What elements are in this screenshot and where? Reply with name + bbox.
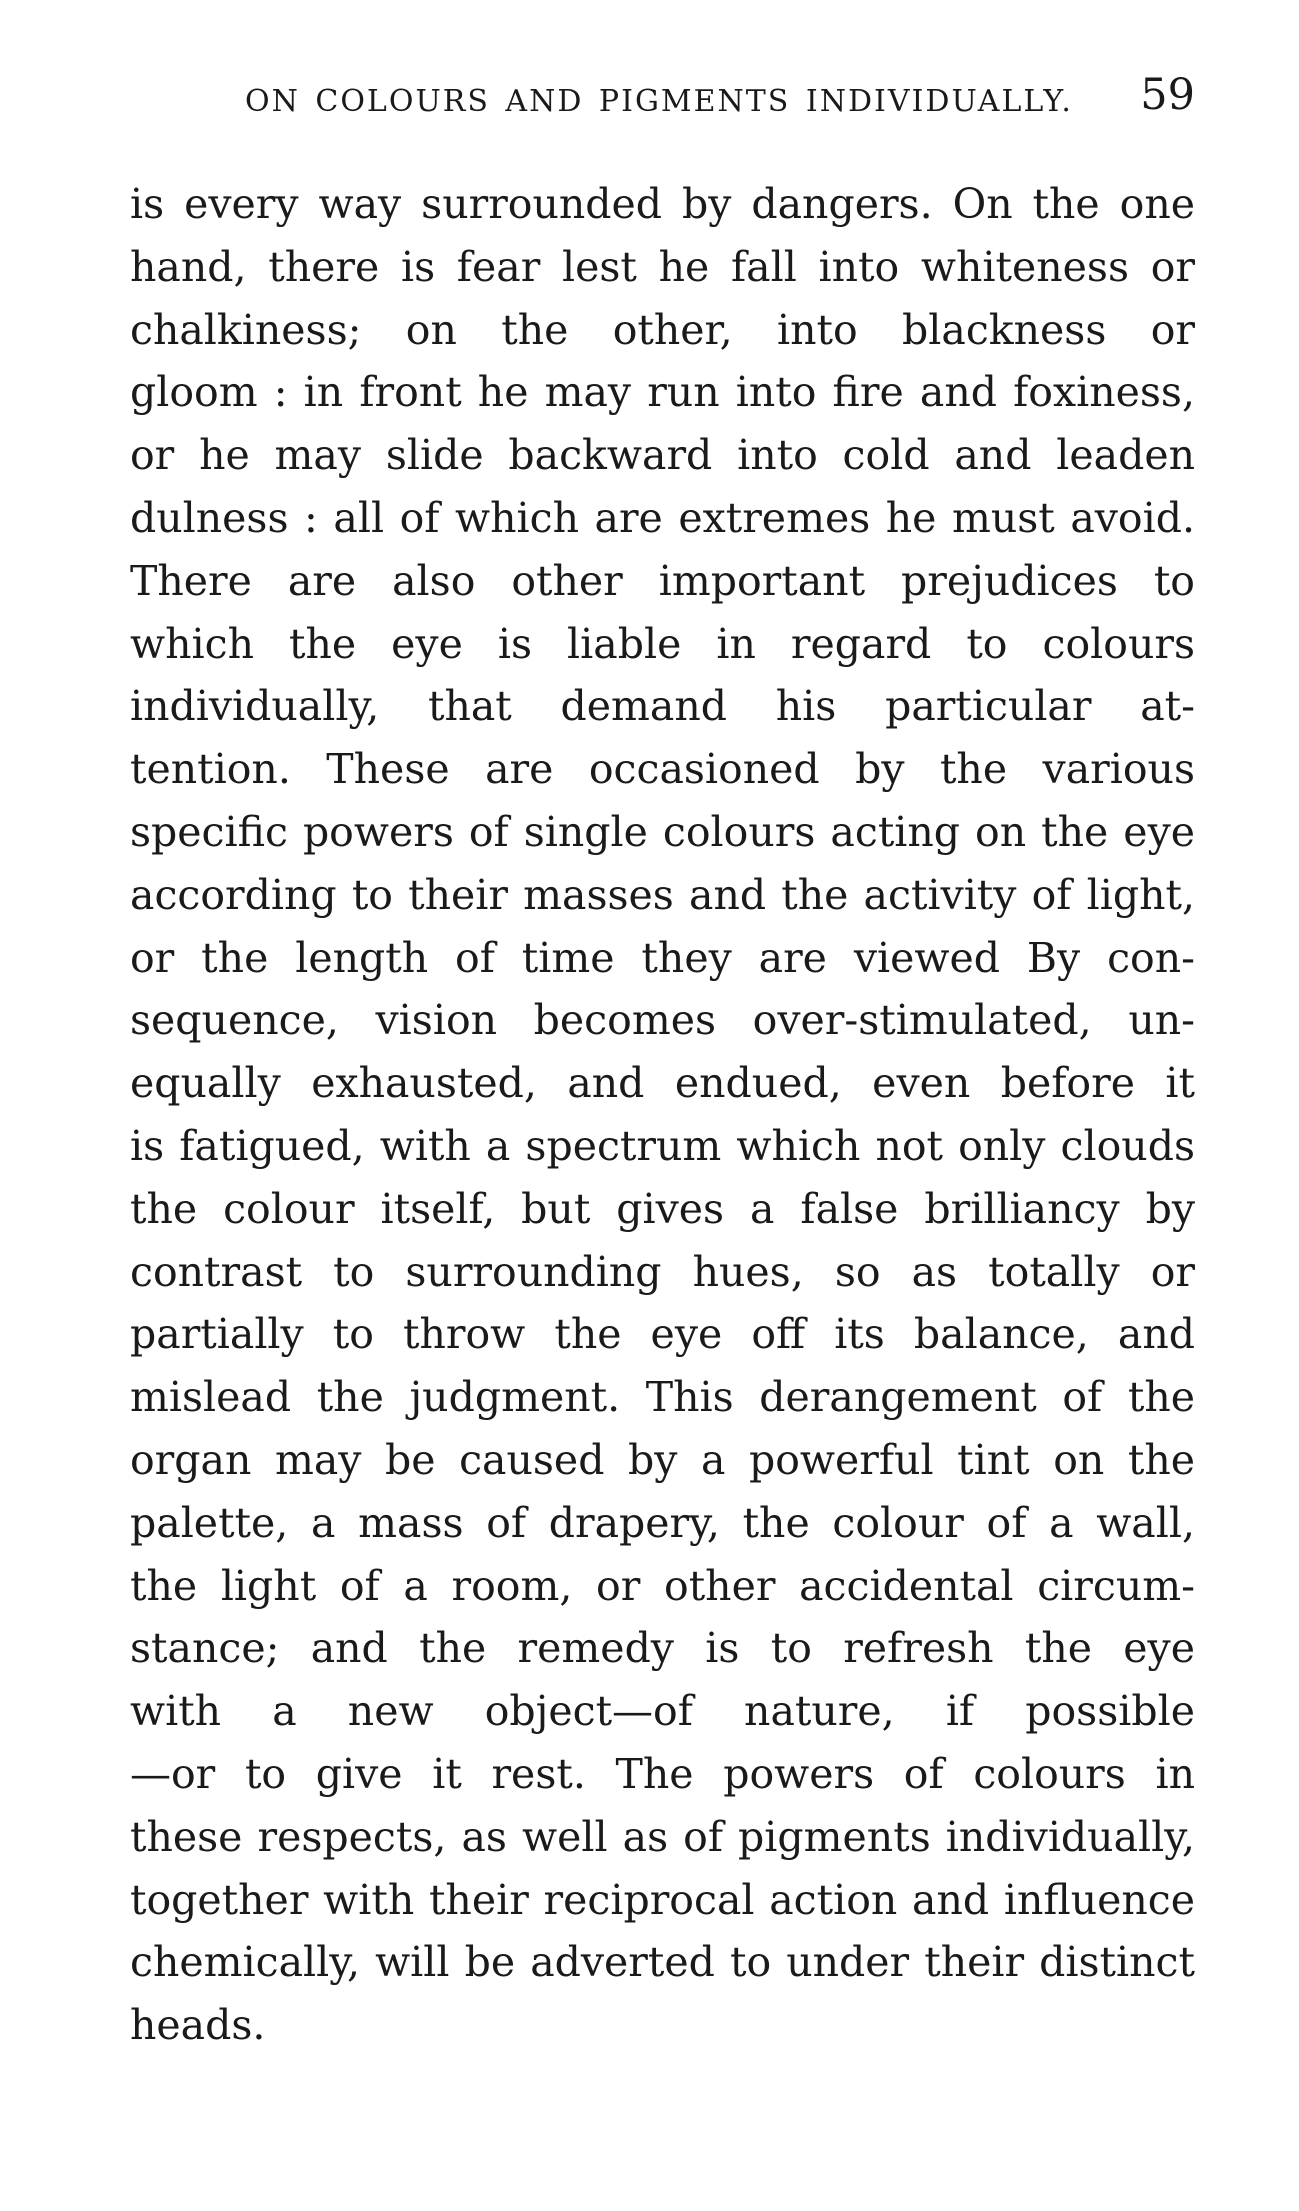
text-line: dulness : all of which are extremes he must avoid. <box>130 493 1195 542</box>
text-line: with a new object—of nature, if possible <box>130 1687 1195 1736</box>
page-header <box>245 70 1195 130</box>
text-line: tention. These are occasioned by the various <box>130 745 1195 794</box>
running-head: ON COLOURS AND PIGMENTS INDIVIDUALLY. <box>245 84 1073 119</box>
text-line: specific powers of single colours acting on the eye <box>130 807 1195 856</box>
text-line: There are also other important prejudices to <box>130 556 1195 605</box>
text-line: stance; and the remedy is to refresh the eye <box>130 1624 1195 1673</box>
text-line: chemically, will be adverted to under their distinct <box>130 1938 1195 1987</box>
text-line: palette, a mass of drapery, the colour of a wall, <box>130 1498 1195 1547</box>
text-line: chalkiness; on the other, into blackness or <box>130 305 1195 354</box>
text-line: contrast to surrounding hues, so as totally or <box>130 1247 1195 1296</box>
page-number: 59 <box>1140 70 1195 120</box>
text-line: together with their reciprocal action and influence <box>130 1875 1195 1924</box>
text-line: —or to give it rest. The powers of colours in <box>130 1749 1195 1798</box>
text-line: or the length of time they are viewed By con- <box>130 933 1195 982</box>
text-line: partially to throw the eye off its balance, and <box>130 1310 1195 1359</box>
text-line: sequence, vision becomes over-stimulated, un- <box>130 996 1195 1045</box>
text-line-last: heads. <box>130 2001 266 2050</box>
text-line: gloom : in front he may run into fire and foxiness, <box>130 368 1195 417</box>
text-line: is every way surrounded by dangers. On the one <box>130 180 1195 228</box>
body-paragraph <box>130 173 1195 2057</box>
text-line: individually, that demand his particular at- <box>130 682 1195 731</box>
text-line: hand, there is fear lest he fall into whiteness or <box>130 242 1195 291</box>
text-line: according to their masses and the activity of light, <box>130 870 1195 919</box>
text-line: is fatigued, with a spectrum which not only clouds <box>130 1121 1195 1170</box>
text-line: which the eye is liable in regard to colours <box>130 619 1195 668</box>
text-line: mislead the judgment. This derangement of the <box>130 1373 1195 1422</box>
text-line: equally exhausted, and endued, even before it <box>130 1059 1195 1108</box>
text-line: these respects, as well as of pigments individually, <box>130 1812 1195 1861</box>
text-line: or he may slide backward into cold and leaden <box>130 431 1195 480</box>
text-line: the colour itself, but gives a false brilliancy by <box>130 1184 1195 1233</box>
text-line: organ may be caused by a powerful tint on the <box>130 1435 1195 1484</box>
text-line: the light of a room, or other accidental circum- <box>130 1561 1195 1610</box>
